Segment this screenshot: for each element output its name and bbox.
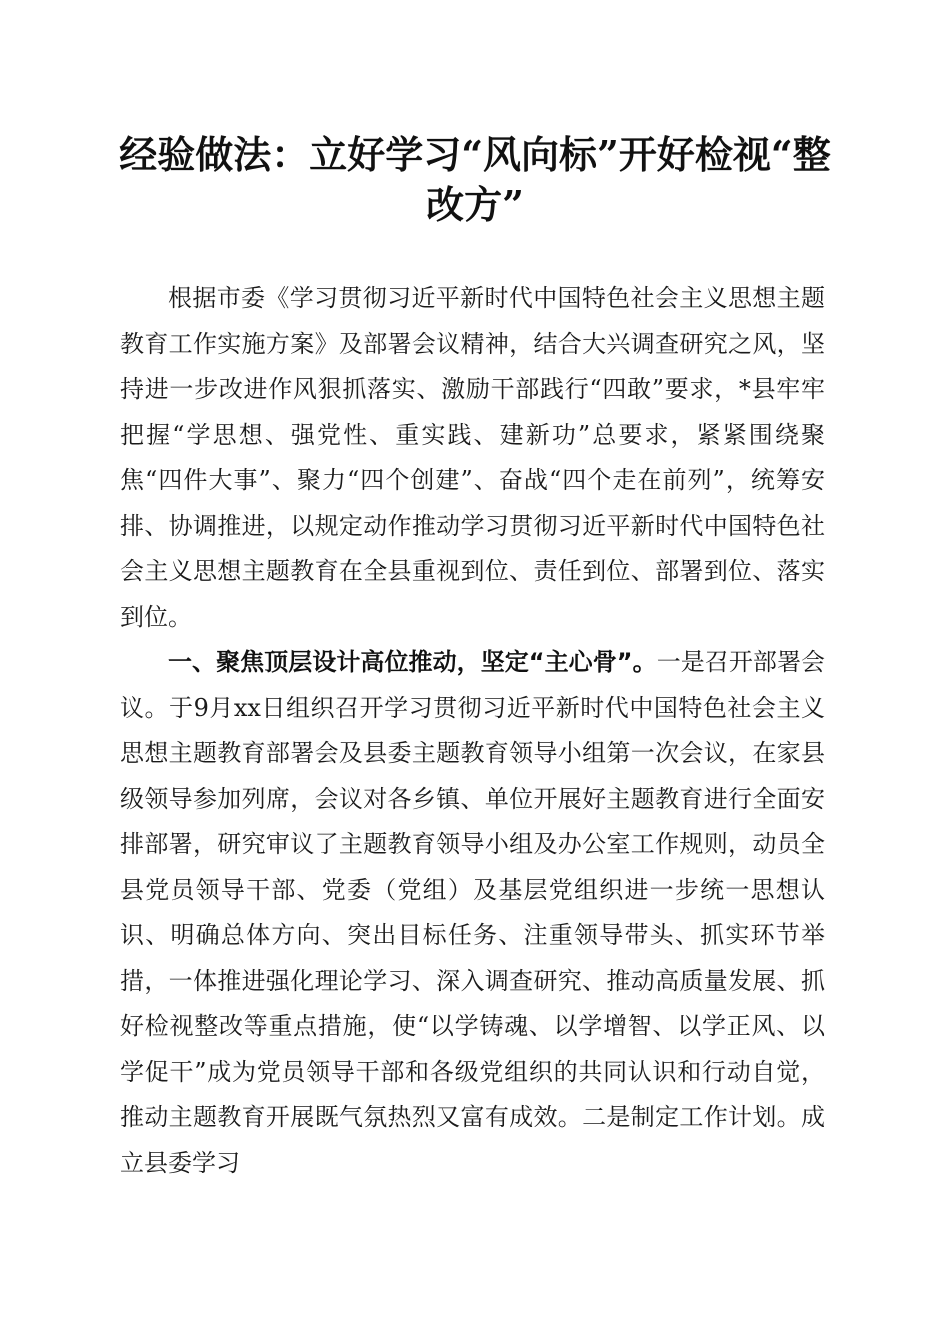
document-title: 经验做法：立好学习“风向标”开好检视“整改方” bbox=[119, 132, 831, 227]
document-body bbox=[120, 276, 825, 1186]
intro-paragraph-text: 根据市委《学习贯彻习近平新时代中国特色社会主义思想主题教育工作实施方案》及部署会议精神，结合大兴调查研究之风，坚持进一步改进作风狠抓落实、激励干部践行“四敢”要求，*县牢牢把握“学思想、强党性、重实践、建新功”总要求，紧紧围绕聚焦“四件大事”、聚力“四个创建”、奋战“四个走在前列”，统筹安排、协调推进，以规定动作推动学习贯彻习近平新时代中国特色社会主义思想主题教育在全县重视到位、责任到位、部署到位、落实到位。 bbox=[120, 284, 825, 631]
section-one-text: 一是召开部署会议。于9月xx日组织召开学习贯彻习近平新时代中国特色社会主义思想主题教育部署会及县委主题教育领导小组第一次会议，在家县级领导参加列席，会议对各乡镇、单位开展好主题教育进行全面安排部署，研究审议了主题教育领导小组及办公室工作规则，动员全县党员领导干部、党委（党组）及基层党组织进一步统一思想认识、明确总体方向、突出目标任务、注重领导带头、抓实环节举措，一体推进强化理论学习、深入调查研究、推动高质量发展、抓好检视整改等重点措施，使“以学铸魂、以学增智、以学正风、以学促干”成为党员领导干部和各级党组织的共同认识和行动自觉，推动主题教育开展既气氛热烈又富有成效。二是制定工作计划。成立县委学习 bbox=[120, 648, 826, 1177]
intro-paragraph bbox=[120, 276, 825, 640]
section-one-heading: 一、聚焦顶层设计高位推动，坚定“主心骨”。 bbox=[168, 648, 657, 676]
section-one-paragraph bbox=[120, 640, 825, 1186]
